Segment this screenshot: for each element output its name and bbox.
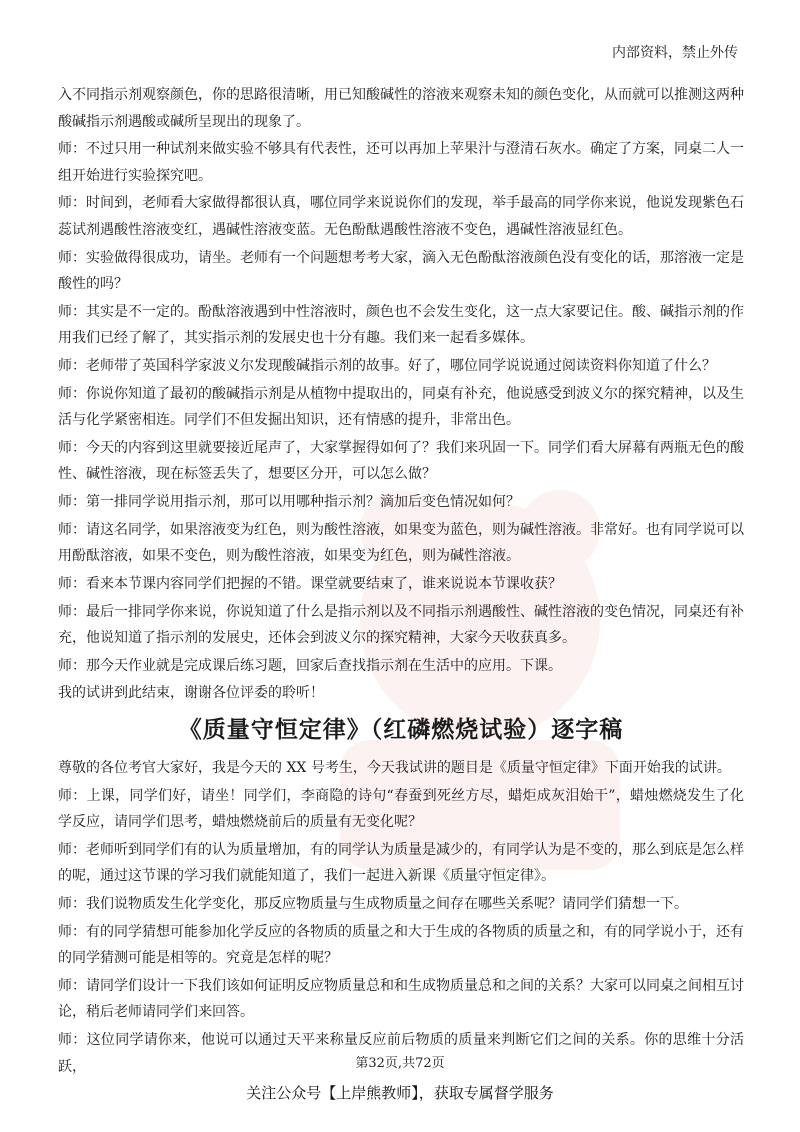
main-content xyxy=(58,82,744,1081)
transcript-paragraph: 我的试讲到此结束，谢谢各位评委的聆听！ xyxy=(58,685,324,702)
transcript-paragraph: 师：实验做得很成功，请坐。老师有一个问题想考考大家，滴入无色酚酞溶液颜色没有变化的话，那溶液一定是酸性的吗？ xyxy=(58,249,744,293)
transcript-paragraph: 师：时间到，老师看大家做得都很认真，哪位同学来说说你们的发现，举手最高的同学你来说，他说发现紫色石蕊试剂遇酸性溶液变红，遇碱性溶液变蓝。无色酚酞遇酸性溶液不变色，遇碱性溶液显红色。 xyxy=(58,195,744,238)
transcript-paragraph: 师：上课，同学们好，请坐！同学们，李商隐的诗句“春蚕到死丝方尽，蜡炬成灰泪始干”，蜡烛燃烧发生了化学反应，请同学们思考，蜡烛燃烧前后的质量有无变化呢？ xyxy=(58,787,744,831)
transcript-paragraph: 师：有的同学猜想可能参加化学反应的各物质的质量之和大于生成的各物质的质量之和，有的同学说小于，还有的同学猜测可能是相等的。究竟是怎样的呢？ xyxy=(58,923,744,967)
transcript-paragraph: 师：这位同学请你来，他说可以通过天平来称量反应前后物质的质量来判断它们之间的关系。你的思维十分活跃， xyxy=(58,1032,744,1075)
transcript-paragraph: 师：你说你知道了最初的酸碱指示剂是从植物中提取出的，同桌有补充，他说感受到波义尔的探究精神，以及生活与化学紧密相连。同学们不但发掘出知识，还有情感的提升，非常出色。 xyxy=(58,385,744,429)
section-title: 《质量守恒定律》（红磷燃烧试验）逐字稿 xyxy=(178,716,624,743)
confidential-note: 内部资料，禁止外传 xyxy=(612,45,738,61)
lecture-transcript-part-1 xyxy=(58,82,744,707)
transcript-paragraph: 师：最后一排同学你来说，你说知道了什么是指示剂以及不同指示剂遇酸性、碱性溶液的变色情况，同桌还有补充，他说知道了指示剂的发展史，还体会到波义尔的探究精神，大家今天收获真多。 xyxy=(58,603,744,647)
transcript-paragraph: 师：看来本节课内容同学们把握的不错。课堂就要结束了，谁来说说本节课收获？ xyxy=(58,575,562,592)
transcript-paragraph: 师：今天的内容到这里就要接近尾声了，大家掌握得如何了？我们来巩固一下。同学们看大屏幕有两瓶无色的酸性、碱性溶液，现在标签丢失了，想要区分开，可以怎么做？ xyxy=(58,439,744,483)
transcript-paragraph: 师：老师听到同学们有的认为质量增加，有的同学认为质量是减少的，有同学认为是不变的，那么到底是怎么样的呢，通过这节课的学习我们就能知道了，我们一起进入新课《质量守恒定律》。 xyxy=(58,841,744,885)
transcript-paragraph: 师：不过只用一种试剂来做实验不够具有代表性，还可以再加上苹果汁与澄清石灰水。确定了方案，同桌二人一组开始进行实验探究吧。 xyxy=(58,141,744,184)
transcript-paragraph: 师：请同学们设计一下我们该如何证明反应物质量总和和生成物质量总和之间的关系？大家可以同桌之间相互讨论，稍后老师请同学们来回答。 xyxy=(58,977,744,1021)
transcript-paragraph: 师：请这名同学，如果溶液变为红色，则为酸性溶液，如果变为蓝色，则为碱性溶液。非常好。也有同学说可以用酚酞溶液，如果不变色，则为酸性溶液，如果变为红色，则为碱性溶液。 xyxy=(58,521,744,565)
transcript-paragraph: 入不同指示剂观察颜色，你的思路很清晰，用已知酸碱性的溶液来观察未知的颜色变化，从而就可以推测这两种酸碱指示剂遇酸或碱所呈现出的现象了。 xyxy=(58,87,744,130)
transcript-paragraph: 尊敬的各位考官大家好，我是今天的 XX 号考生，今天我试讲的题目是《质量守恒定律》下面开始我的试讲。 xyxy=(58,759,731,776)
transcript-paragraph: 师：那今天作业就是完成课后练习题，回家后查找指示剂在生活中的应用。下课。 xyxy=(58,657,562,674)
transcript-paragraph: 师：老师带了英国科学家波义尔发现酸碱指示剂的故事。好了，哪位同学说说通过阅读资料你知道了什么？ xyxy=(58,357,716,374)
lecture-transcript-part-2 xyxy=(58,755,744,1080)
page-number: 第32页,共72页 xyxy=(355,1056,445,1071)
transcript-paragraph: 师：第一排同学说用指示剂，那可以用哪种指示剂？滴加后变色情况如何？ xyxy=(58,494,520,510)
transcript-paragraph: 师：我们说物质发生化学变化，那反应物质量与生成物质量之间存在哪些关系呢？请同学们猜想一下。 xyxy=(58,896,688,912)
transcript-paragraph: 师：其实是不一定的。酚酞溶液遇到中性溶液时，颜色也不会发生变化，这一点大家要记住。酸、碱指示剂的作用我们已经了解了，其实指示剂的发展史也十分有趣。我们来一起看多媒体。 xyxy=(58,303,744,347)
footer-promo: 关注公众号【上岸熊教师】，获取专属督学服务 xyxy=(246,1084,554,1102)
